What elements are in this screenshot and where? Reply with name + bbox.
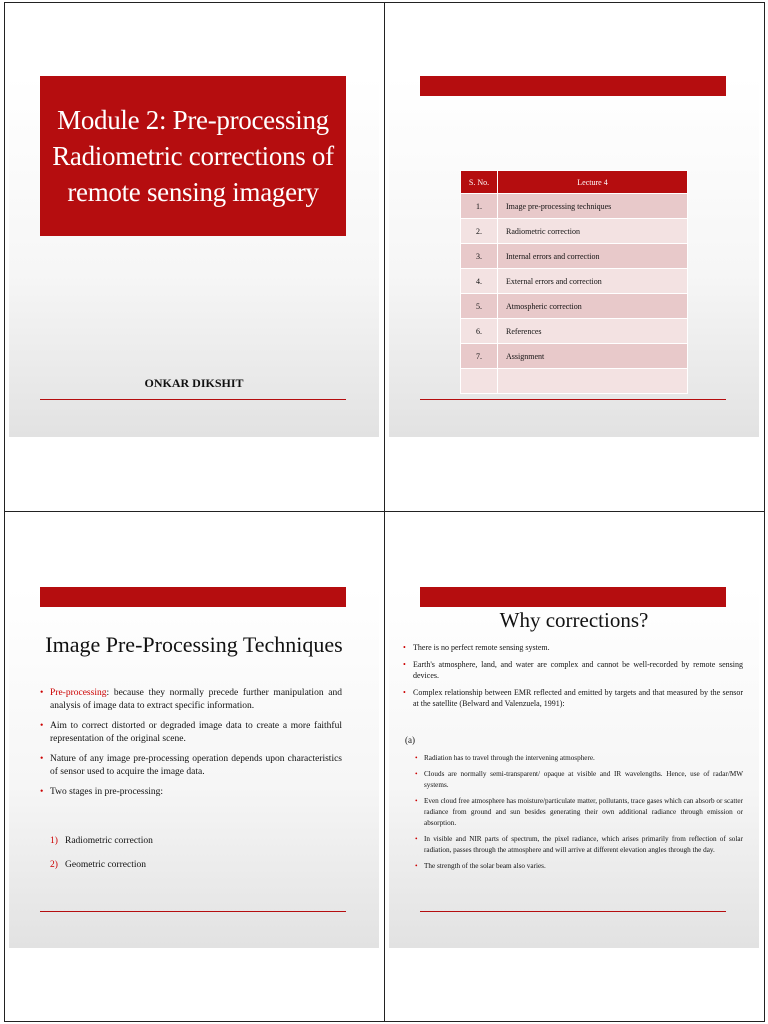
table-cell-number: 7. bbox=[461, 344, 498, 369]
sub-bullet-item: • Clouds are normally semi-transparent/ opaque at visible and IR wavelengths. Hence, use of radar/MW systems. bbox=[415, 769, 743, 791]
table-row bbox=[461, 294, 688, 319]
table-cell-number: 2. bbox=[461, 219, 498, 244]
bullet-item bbox=[40, 687, 342, 713]
table-cell-number: 3. bbox=[461, 244, 498, 269]
numbered-item bbox=[50, 835, 153, 848]
table-cell-number: 6. bbox=[461, 319, 498, 344]
table-row bbox=[461, 269, 688, 294]
table-cell-number: 1. bbox=[461, 194, 498, 219]
item-number: 2) bbox=[50, 860, 58, 870]
divider-line bbox=[40, 911, 346, 912]
sub-bullet-list bbox=[415, 753, 743, 877]
bullet-item: • There is no perfect remote sensing system. bbox=[403, 642, 743, 654]
bullet-list bbox=[40, 687, 342, 806]
bullet-item: • Earth's atmosphere, land, and water are complex and cannot be well-recorded by remote sensing devices. bbox=[403, 659, 743, 682]
table-cell-topic: Image pre-processing techniques bbox=[498, 194, 688, 219]
table-cell-topic: Assignment bbox=[498, 344, 688, 369]
table-cell-number bbox=[461, 369, 498, 394]
table-cell-topic: External errors and correction bbox=[498, 269, 688, 294]
sub-bullet-item: • Even cloud free atmosphere has moisture/particulate matter, pollutants, trace gases which can absorb or scatter radiance from ground and sun besides generating their own additional radiance through emission or absorption. bbox=[415, 796, 743, 829]
lecture-table bbox=[460, 170, 688, 394]
slide-2 bbox=[389, 76, 759, 437]
table-row bbox=[461, 194, 688, 219]
bullet-item: • Nature of any image pre-processing operation depends upon characteristics of sensor used to acquire the image data. bbox=[40, 753, 342, 779]
bullet-item: • Aim to correct distorted or degraded image data to create a more faithful representation of the original scene. bbox=[40, 720, 342, 746]
table-cell-topic bbox=[498, 369, 688, 394]
table-header-sno: S. No. bbox=[461, 171, 498, 194]
table-cell-topic: Atmospheric correction bbox=[498, 294, 688, 319]
item-number: 1) bbox=[50, 836, 58, 846]
slide-1-title: Module 2: Pre-processing Radiometric corrections of remote sensing imagery bbox=[40, 76, 346, 236]
bullet-text: : because they normally precede further manipulation and analysis of image data to extract specific information. bbox=[50, 688, 342, 711]
header-bar bbox=[420, 76, 726, 96]
term-highlight: Pre-processing bbox=[50, 688, 107, 698]
table-row bbox=[461, 219, 688, 244]
table-cell-topic: Radiometric correction bbox=[498, 219, 688, 244]
table-cell-topic: Internal errors and correction bbox=[498, 244, 688, 269]
slide-1 bbox=[9, 76, 379, 437]
bullet-item: • Complex relationship between EMR reflected and emitted by targets and that measured by the sensor at the satellite (Belward and Valenzuela, 1991): bbox=[403, 687, 743, 710]
sub-label: (a) bbox=[405, 735, 415, 745]
sub-bullet-item: • In visible and NIR parts of spectrum, the pixel radiance, which arises primarily from reflection of solar radiation, passes through the atmosphere and will arrive at different elevation angles through the day. bbox=[415, 834, 743, 856]
divider-line bbox=[420, 911, 726, 912]
table-row bbox=[461, 244, 688, 269]
bullet-list bbox=[403, 642, 743, 715]
item-text: Geometric correction bbox=[65, 860, 146, 870]
divider-line bbox=[420, 399, 726, 400]
sub-bullet-item: • Radiation has to travel through the intervening atmosphere. bbox=[415, 753, 743, 764]
header-bar bbox=[420, 587, 726, 607]
slide-3-title: Image Pre-Processing Techniques bbox=[45, 632, 343, 657]
table-cell-number: 5. bbox=[461, 294, 498, 319]
sub-bullet-item: • The strength of the solar beam also varies. bbox=[415, 861, 743, 872]
table-header-row bbox=[461, 171, 688, 194]
table-row bbox=[461, 344, 688, 369]
slide-4-title: Why corrections? bbox=[499, 608, 649, 632]
table-row bbox=[461, 319, 688, 344]
slide-3 bbox=[9, 587, 379, 948]
numbered-item bbox=[50, 859, 153, 872]
table-header-lecture: Lecture 4 bbox=[498, 171, 688, 194]
bullet-item: • Two stages in pre-processing: bbox=[40, 786, 342, 799]
numbered-list bbox=[50, 835, 153, 872]
slide-4 bbox=[389, 587, 759, 948]
table-cell-topic: References bbox=[498, 319, 688, 344]
divider-line bbox=[40, 399, 346, 400]
table-row bbox=[461, 369, 688, 394]
table-cell-number: 4. bbox=[461, 269, 498, 294]
header-bar bbox=[40, 587, 346, 607]
item-text: Radiometric correction bbox=[65, 836, 153, 846]
author-name: ONKAR DIKSHIT bbox=[144, 376, 244, 390]
